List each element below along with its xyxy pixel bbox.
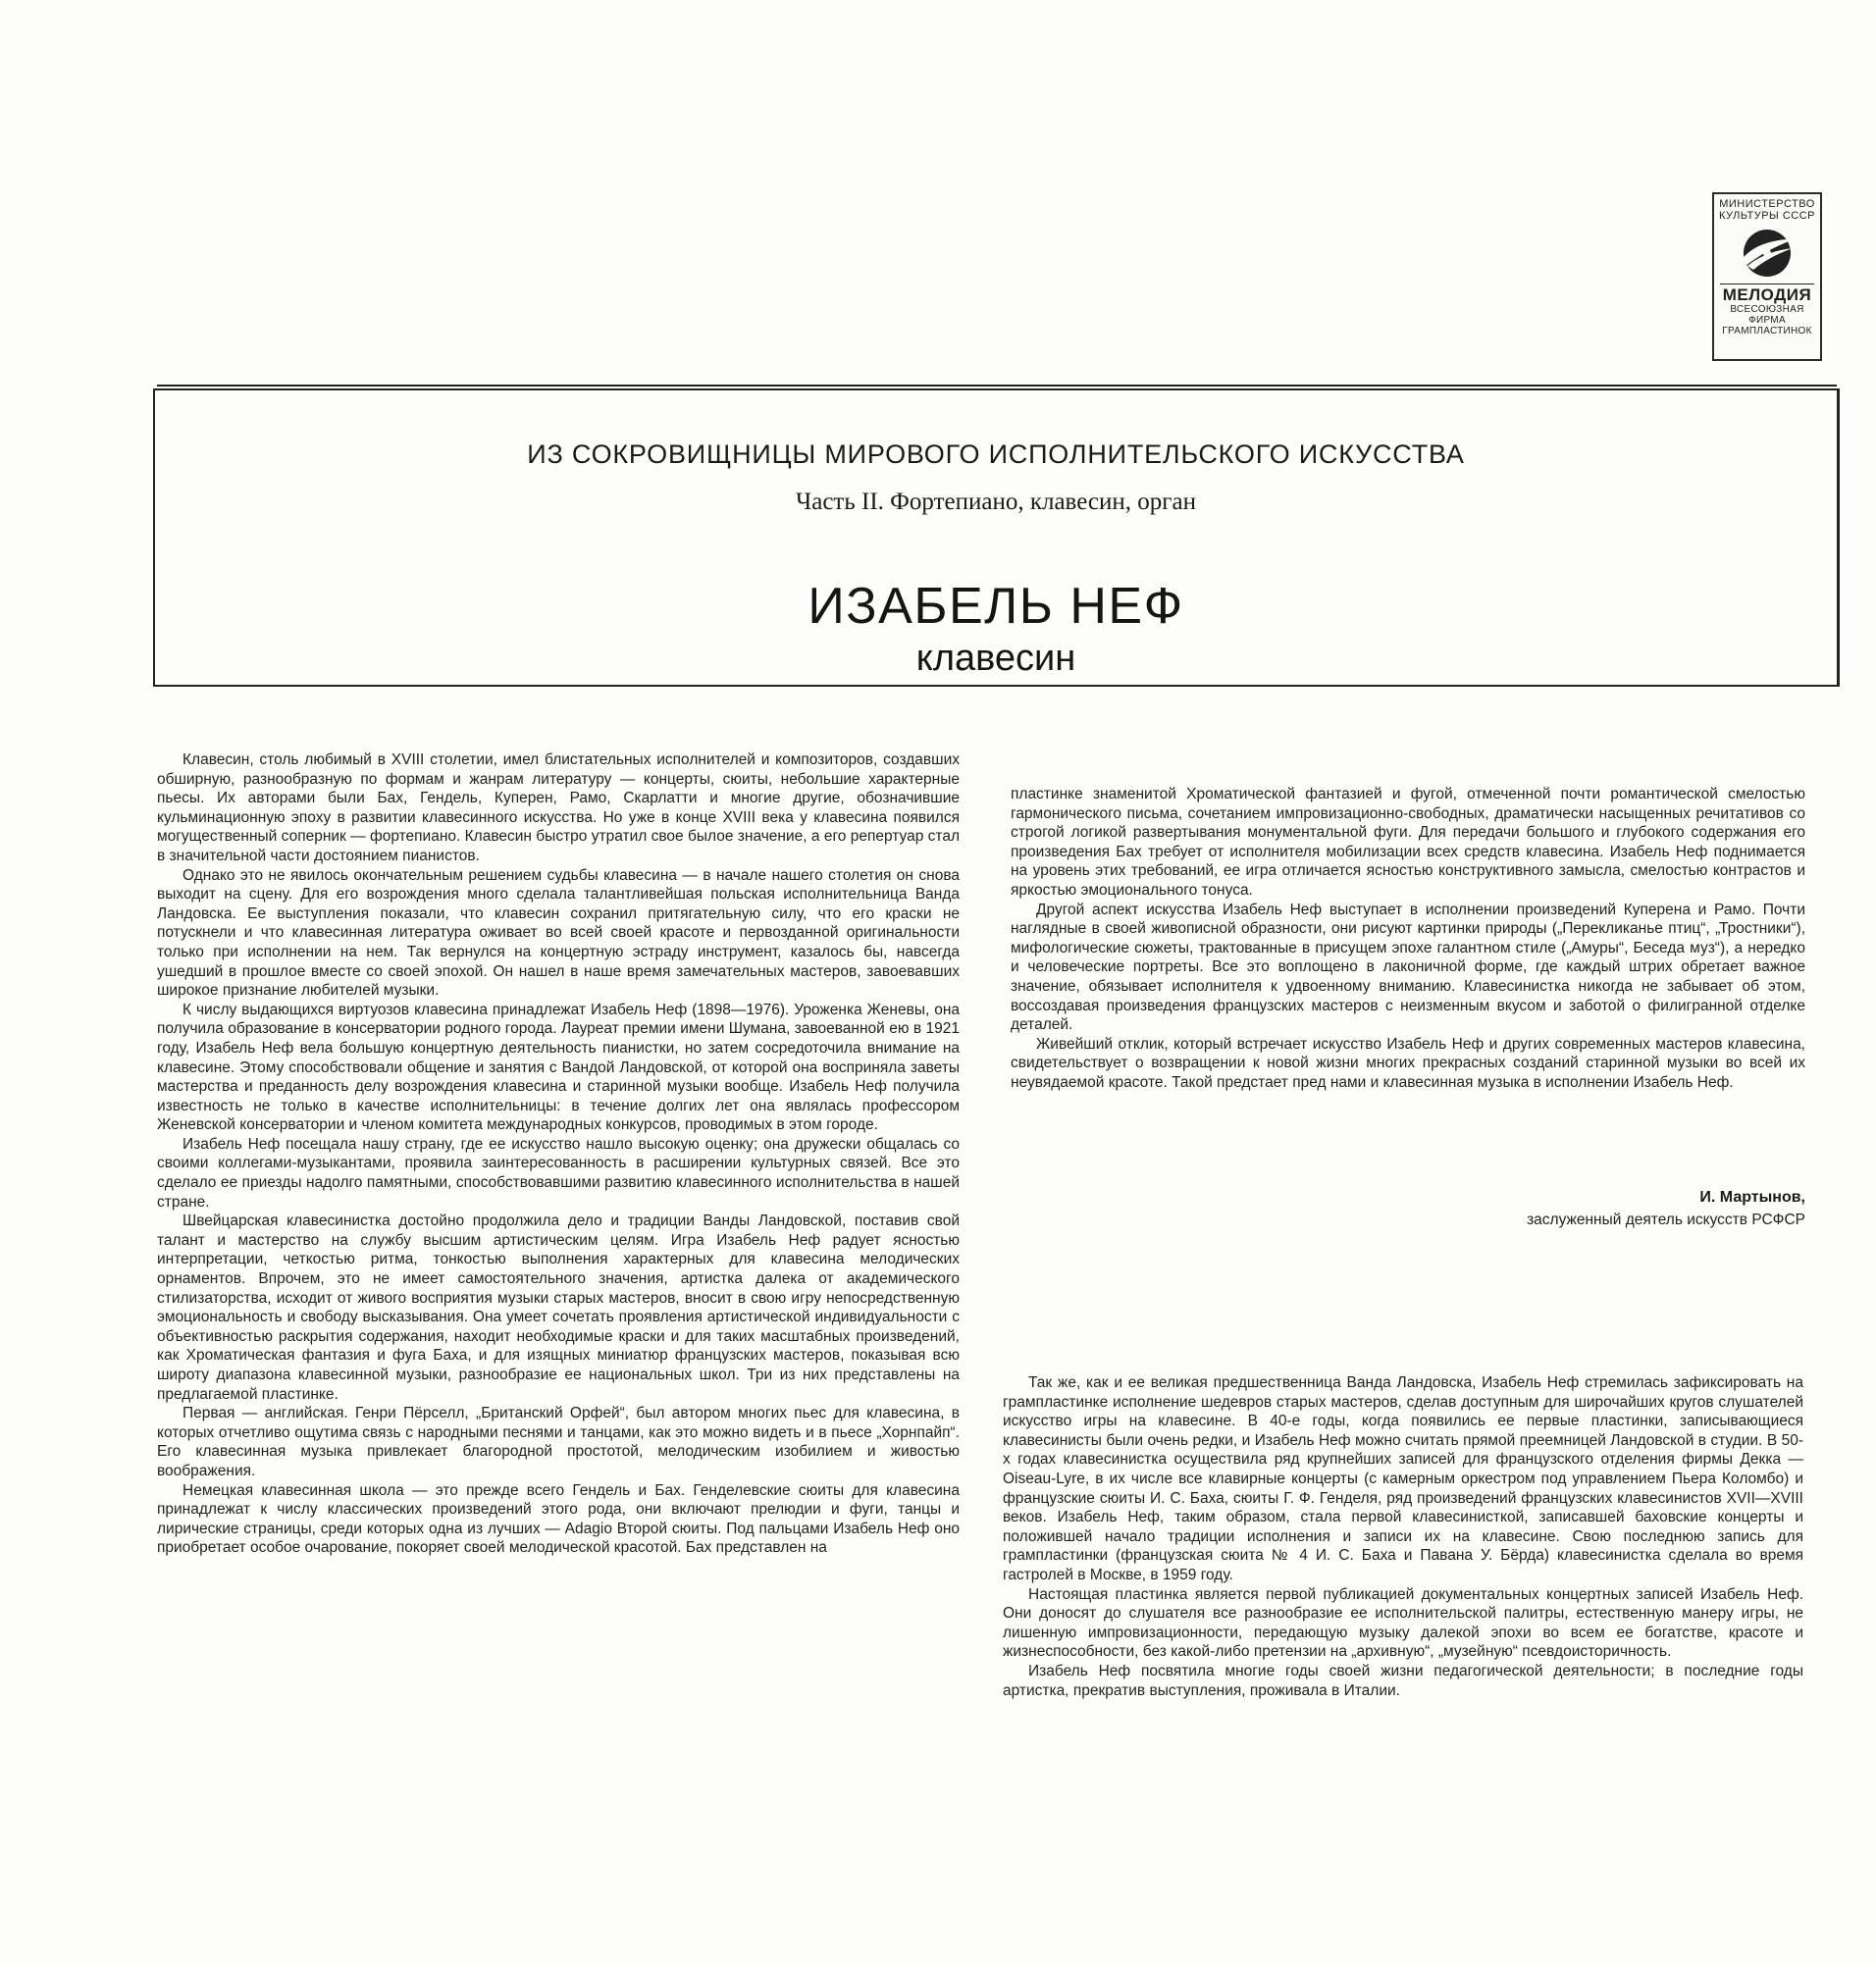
paragraph: Настоящая пластинка является первой публикацией документальных концертных записей Изабель Неф. Они доносят до слушателя все разнообразие ее исполнительской палитры, естественную манеру игры, не лишенную импровизационности, передающую музыку далекой эпохи во всем ее богатстве, красоте и жизнеспособности, без какой-либо претензии на „архивную“, „музейную“ псевдоисторичность. — [1003, 1585, 1803, 1661]
paragraph: К числу выдающихся виртуозов клавесина принадлежат Изабель Неф (1898—1976). Уроженка Женевы, она получила образование в консерватории родного города. Лауреат премии имени Шумана, завоеванной ею в 1921 году, Изабель Неф вела большую концертную деятельность пианистки, но затем сосредоточила внимание на клавесине. Этому способствовали общение и занятия с Вандой Ландовской, от которой она восприняла заветы мастерства и преданность делу возрождения клавесина и старинной музыки вообще. Изабель Неф получила известность не только в качестве исполнительницы: в течение долгих лет она являлась профессором Женевской консерватории и членом комитета международных конкурсов, проводимых в этом городе. — [157, 1001, 960, 1134]
paragraph: Немецкая клавесинная школа — это прежде всего Гендель и Бах. Генделевские сюиты для клавесина принадлежат к числу классических произведений этого рода, они включают прелюдии и фуги, танцы и лирические страницы, среди которых одна из лучших — Adagio Второй сюиты. Под пальцами Изабель Неф оно приобретает особое очарование, покоряет своей мелодической красотой. Бах представлен на — [157, 1481, 960, 1557]
paragraph: Первая — английская. Генри Пёрселл, „Британский Орфей“, был автором многих пьес для клавесина, в которых отчетливо ощутима связь с народными песнями и танцами, как это можно видеть и в пьесе „Хорнпайп“. Его клавесинная музыка привлекает благородной простотой, мелодическим изобилием и живостью воображения. — [157, 1405, 960, 1479]
instrument-label: клавесин — [915, 638, 1076, 679]
article-column-right-top — [1011, 785, 1805, 1093]
melodiya-emblem-icon — [1732, 227, 1802, 280]
title-frame — [153, 388, 1840, 687]
melodiya-logo — [1712, 192, 1822, 361]
paragraph: Так же, как и ее великая предшественница Ванда Ландовска, Изабель Неф стремилась зафиксировать на грампластинке исполнение шедевров старых мастеров, сделав доступным для широчайших кругов слушателей искусство игры на клавесине. В 40-е годы, когда появились ее первые пластинки, записывающиеся клавесинисты были очень редки, и Изабель Неф можно считать прямой преемницей Ландовской в студии. В 50-х годах клавесинистка осуществила ряд крупнейших записей для французского отделения фирмы Декка — Oiseau-Lyre, в их числе все клавирные концерты (с камерным оркестром под управлением Пьера Коломбо) и французские сюиты И. С. Баха, сюиты Г. Ф. Генделя, ряд произведений французских клавесинистов XVII—XVIII веков. Изабель Неф, таким образом, стала первой клавесинисткой, записавшей баховские концерты и положившей начало традиции исполнения и записи их на клавесине. Свою последнюю запись для грампластинки (французская сюита № 4 И. С. Баха и Павана У. Бёрда) клавесинистка сделала во время гастролей в Москве, в 1959 году. — [1003, 1374, 1803, 1583]
logo-bottom-text: ВСЕСОЮЗНАЯ ФИРМА ГРАМПЛАСТИНОК — [1722, 304, 1812, 336]
paragraph: Живейший отклик, который встречает искусство Изабель Неф и других современных мастеров клавесина, свидетельствует о возвращении к новой жизни многих прекрасных созданий старинной музыки во всей их неувядаемой красоте. Такой предстает пред нами и клавесинная музыка в исполнении Изабель Неф. — [1011, 1035, 1805, 1091]
artist-name: ИЗАБЕЛЬ НЕФ — [808, 578, 1184, 635]
paragraph: Клавесин, столь любимый в XVIII столетии, имел блистательных исполнителей и композиторов, создавших обширную, разнообразную по формам и жанрам литературу — концерты, сюиты, небольшие характерные пьесы. Их авторами были Бах, Гендель, Куперен, Рамо, Скарлатти и многие другие, обозначившие кульминационную эпоху в развитии клавесинного искусства. Но уже в конце XVIII века у клавесина появился могущественный соперник — фортепиано. Клавесин быстро утратил свое былое значение, а его репертуар стал в значительной части достоянием пианистов. — [157, 751, 960, 864]
paragraph: пластинке знаменитой Хроматической фантазией и фугой, отмеченной почти романтической смелостью гармонического письма, сочетанием импровизационно-свободных, драматически насыщенных речитативов со строгой логикой развертывания монументальной фуги. Для передачи большого и глубокого содержания его произведения Бах требует от исполнителя мобилизации всех средств клавесина. Изабель Неф поднимается на уровень этих требований, ее игра отличается ясностью конструктивного замысла, смелостью контрастов и яркостью эмоционального тонуса. — [1011, 786, 1805, 899]
paragraph: Другой аспект искусства Изабель Неф выступает в исполнении произведений Куперена и Рамо. Почти наглядные в своей живописной образности, они рисуют картинки природы („Перекликанье птиц“, „Тростники“), мифологические сюжеты, трактованные в присущем эпохе галантном стиле („Амуры“, Беседа муз“), а нередко и человеческие портреты. Все это воплощено в лаконичной форме, где каждый штрих обретает важное значение, обязывает исполнителя к удвоенному вниманию. Клавесинистка никогда не забывает об этом, воссоздавая произведения французских мастеров с неизменным вкусом и заботой о филигранной отделке деталей. — [1011, 901, 1805, 1034]
part-subtitle: Часть II. Фортепиано, клавесин, орган — [795, 489, 1197, 515]
paragraph: Изабель Неф посещала нашу страну, где ее искусство нашло высокую оценку; она дружески общалась со своими коллегами-музыкантами, проявила заинтересованность в расширении культурных связей. Все это сделало ее приезды надолго памятными, способствовавшими развитию клавесинного исполнительства в нашей стране. — [157, 1135, 960, 1211]
author-title: заслуженный деятель искусств РСФСР — [1527, 1212, 1805, 1228]
paragraph: Изабель Неф посвятила многие годы своей жизни педагогической деятельности; в последние годы артистка, прекратив выступления, проживала в Италии. — [1003, 1662, 1803, 1699]
paragraph: Швейцарская клавесинистка достойно продолжила дело и традиции Ванды Ландовской, поставив свой талант и мастерство на службу высшим артистическим целям. Игра Изабель Неф радует ясностью интерпретации, четкостью ритма, тонкостью выполнения характерных для клавесина мелодических орнаментов. Впрочем, это не имеет самостоятельного значения, артистка далека от академического стилизаторства, исходит от живого восприятия музыки старых мастеров, вносит в свою игру непосредственную эмоциональность и свободу высказывания. Она умеет сочетать проявления артистической индивидуальности с объективностью раскрытия содержания, находит необходимые краски и для таких масштабных произведений, как Хроматическая фантазия и фуга Баха, и для изящных миниатюр французских мастеров, показывая всю широту диапазона клавесинной музыки, разнообразие ее национальных школ. Три из них представлены на предлагаемой пластинке. — [157, 1213, 960, 1403]
logo-brand: МЕЛОДИЯ — [1720, 284, 1814, 304]
title-top-rule — [157, 385, 1837, 387]
author-signature: И. Мартынов, — [1699, 1189, 1805, 1206]
logo-top-text: МИНИСТЕРСТВО КУЛЬТУРЫ СССР — [1719, 198, 1815, 222]
article-column-right-bottom — [1003, 1373, 1803, 1700]
article-column-left — [157, 750, 960, 1558]
series-title: ИЗ СОКРОВИЩНИЦЫ МИРОВОГО ИСПОЛНИТЕЛЬСКОГО ИСКУССТВА — [527, 439, 1465, 469]
paragraph: Однако это не явилось окончательным решением судьбы клавесина — в начале нашего столетия он снова выходит на сцену. Для его возрождения много сделала талантливейшая польская исполнительница Ванда Ландовска. Ее выступления показали, что клавесин сохранил притягательную силу, что его краски не потускнели и что клавесинная литература оживает во всей своей красоте и первозданной оригинальности только при исполнении на нем. Так вернулся на концертную эстраду инструмент, казалось бы, навсегда ушедший в прошлое вместе со своей эпохой. Он нашел в наше время замечательных мастеров, завоевавших широкое признание любителей музыки. — [157, 866, 960, 1000]
